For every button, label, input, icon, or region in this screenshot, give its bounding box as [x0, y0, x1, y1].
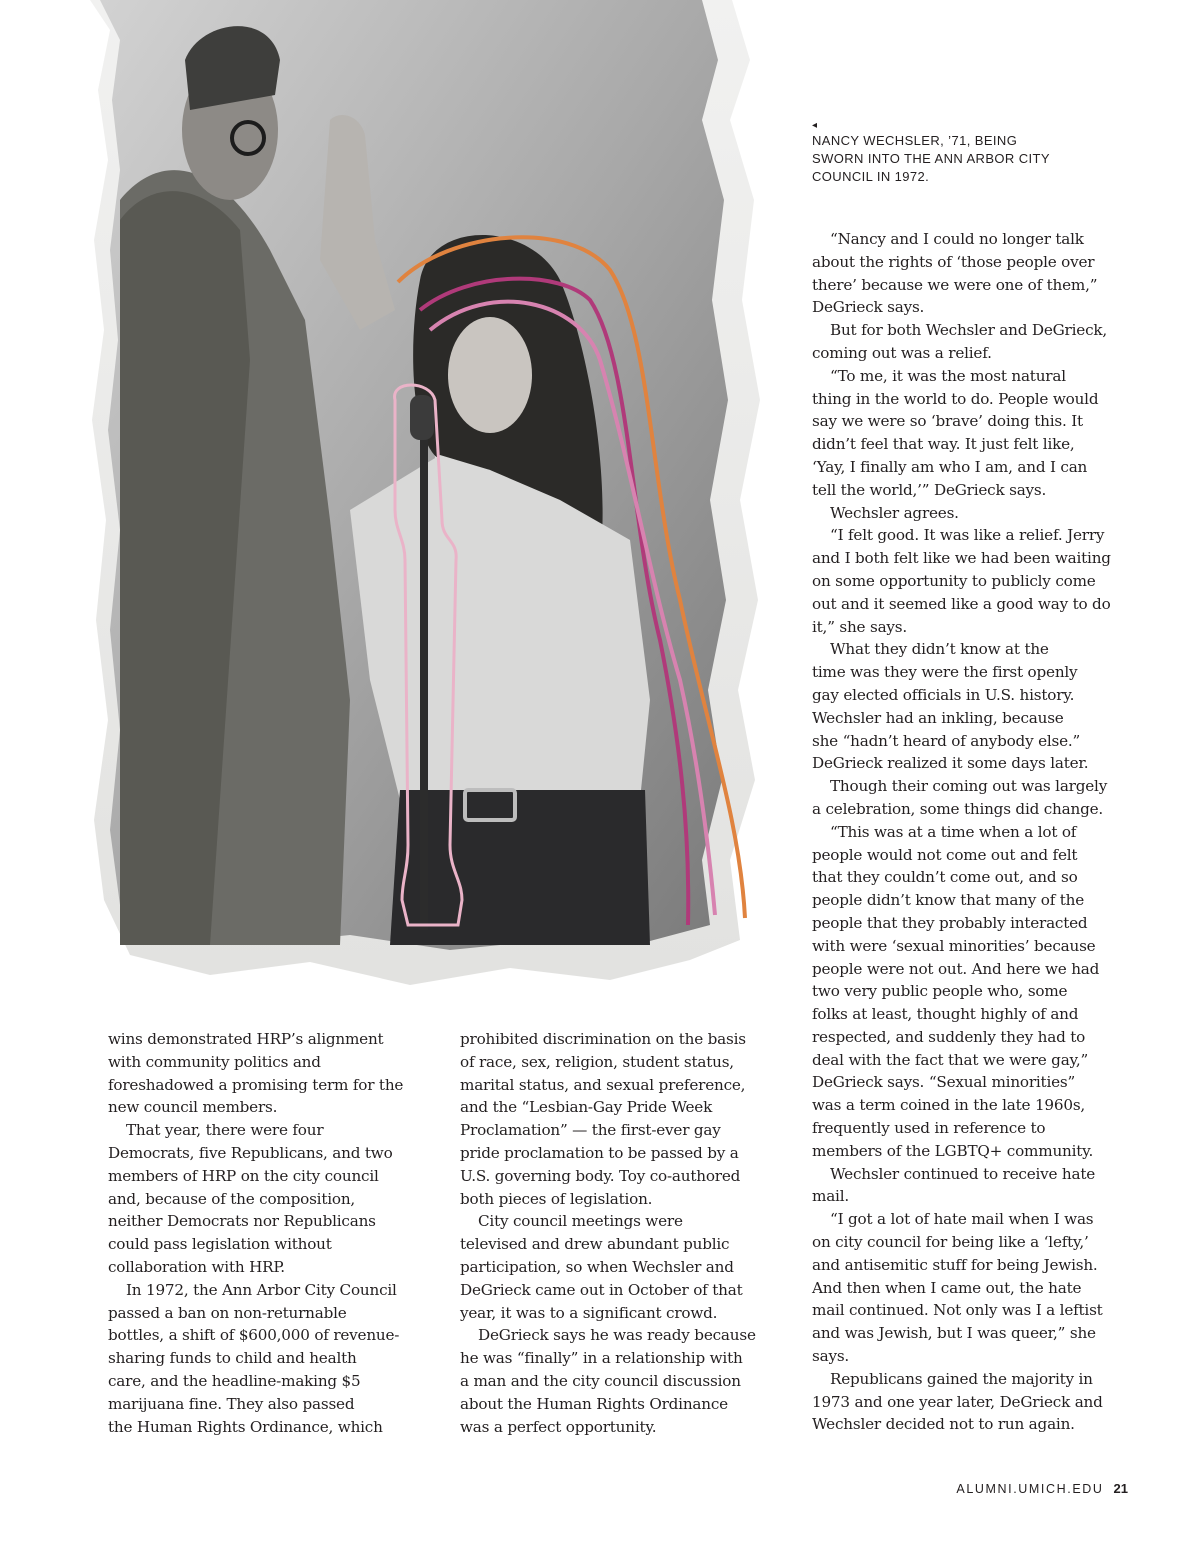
text-line: tell the world,’” DeGrieck says.	[812, 480, 1047, 499]
paragraph	[812, 1208, 1132, 1368]
caption-line: SWORN INTO THE ANN ARBOR CITY	[812, 151, 1050, 166]
article-column-2	[460, 1028, 780, 1438]
text-line: Wechsler had an inkling, because	[812, 708, 1064, 727]
caption-line: COUNCIL IN 1972.	[812, 169, 930, 184]
text-line: out and it seemed like a good way to do	[812, 594, 1111, 613]
text-line: DeGrieck came out in October of that	[460, 1280, 743, 1299]
text-line: was a perfect opportunity.	[460, 1417, 657, 1436]
text-line: foreshadowed a promising term for the	[108, 1075, 404, 1094]
text-line: Wechsler decided not to run again.	[812, 1415, 1075, 1434]
paragraph	[108, 1028, 428, 1119]
text-line: DeGrieck says.	[812, 298, 925, 317]
text-line: didn’t feel that way. It just felt like,	[812, 435, 1075, 454]
paragraph	[812, 524, 1132, 638]
text-line: both pieces of legislation.	[460, 1189, 653, 1208]
caption-arrow-icon: ◂	[812, 120, 818, 131]
text-line: sharing funds to child and health	[108, 1349, 357, 1368]
text-line: people that they probably interacted	[812, 913, 1088, 932]
text-line: wins demonstrated HRP’s alignment	[108, 1030, 384, 1048]
text-line: DeGrieck says. “Sexual minorities”	[812, 1073, 1076, 1092]
text-line: a man and the city council discussion	[460, 1371, 741, 1390]
article-column-3	[812, 228, 1132, 1436]
text-line: pride proclamation to be passed by a	[460, 1143, 739, 1162]
text-line: and was Jewish, but I was queer,” she	[812, 1324, 1096, 1343]
text-line: new council members.	[108, 1098, 278, 1117]
photo-illustration	[90, 0, 770, 990]
text-line: “I felt good. It was like a relief. Jerry	[830, 526, 1105, 545]
paragraph	[812, 1368, 1132, 1436]
text-line: Though their coming out was largely	[830, 777, 1108, 796]
text-line: folks at least, thought highly of and	[812, 1005, 1079, 1024]
text-line: City council meetings were	[478, 1212, 683, 1231]
footer-site: ALUMNI.UMICH.EDU	[956, 1482, 1104, 1496]
text-line: And then when I came out, the hate	[812, 1278, 1082, 1297]
text-line: members of the LGBTQ+ community.	[812, 1141, 1094, 1160]
text-line: “I got a lot of hate mail when I was	[830, 1210, 1094, 1229]
paragraph	[812, 228, 1132, 319]
page-number: 21	[1113, 1481, 1128, 1496]
text-line: could pass legislation without	[108, 1235, 332, 1254]
text-line: ‘Yay, I finally am who I am, and I can	[812, 457, 1088, 476]
text-line: passed a ban on non-returnable	[108, 1303, 347, 1322]
text-line: he was “finally” in a relationship with	[460, 1349, 743, 1368]
text-line: televised and drew abundant public	[460, 1235, 730, 1254]
text-line: people didn’t know that many of the	[812, 891, 1085, 910]
text-line: collaboration with HRP.	[108, 1257, 285, 1276]
text-line: and, because of the composition,	[108, 1189, 356, 1208]
text-line: marijuana fine. They also passed	[108, 1394, 355, 1413]
paragraph	[108, 1279, 428, 1439]
paragraph	[460, 1210, 780, 1324]
text-line: with community politics and	[108, 1052, 321, 1071]
text-line: Democrats, five Republicans, and two	[108, 1143, 393, 1162]
text-line: respected, and suddenly they had to	[812, 1027, 1086, 1046]
text-line: on some opportunity to publicly come	[812, 571, 1096, 590]
text-line: time was they were the first openly	[812, 663, 1078, 682]
text-line: members of HRP on the city council	[108, 1166, 379, 1185]
text-line: two very public people who, some	[812, 982, 1068, 1001]
text-line: Republicans gained the majority in	[830, 1369, 1093, 1388]
text-line: What they didn’t know at the	[830, 640, 1049, 659]
text-line: people were not out. And here we had	[812, 959, 1100, 978]
text-line: prohibited discrimination on the basis	[460, 1030, 746, 1048]
text-line: Wechsler agrees.	[830, 503, 959, 522]
text-line: In 1972, the Ann Arbor City Council	[126, 1280, 397, 1299]
text-line: Wechsler continued to receive hate	[830, 1164, 1096, 1183]
text-line: deal with the fact that we were gay,”	[812, 1050, 1089, 1069]
text-line: on city council for being like a ‘lefty,’	[812, 1233, 1089, 1252]
paragraph	[460, 1028, 780, 1210]
text-line: mail.	[812, 1187, 849, 1206]
paragraph	[812, 775, 1132, 821]
text-line: marital status, and sexual preference,	[460, 1075, 746, 1094]
text-line: “To me, it was the most natural	[830, 366, 1066, 385]
text-line: U.S. governing body. Toy co-authored	[460, 1166, 741, 1185]
text-line: says.	[812, 1347, 850, 1366]
photo-swearing-in	[90, 0, 770, 990]
paragraph	[812, 502, 1132, 525]
paragraph	[812, 1163, 1132, 1209]
article-column-1	[108, 1028, 428, 1438]
text-line: it,” she says.	[812, 617, 908, 636]
paragraph	[108, 1119, 428, 1279]
paragraph	[812, 319, 1132, 365]
text-line: with were ‘sexual minorities’ because	[812, 936, 1096, 955]
text-line: “This was at a time when a lot of	[830, 822, 1077, 841]
text-line: neither Democrats nor Republicans	[108, 1212, 376, 1231]
text-line: thing in the world to do. People would	[812, 389, 1099, 408]
text-line: bottles, a shift of $600,000 of revenue-	[108, 1326, 400, 1345]
text-line: coming out was a relief.	[812, 343, 992, 362]
text-line: and antisemitic stuff for being Jewish.	[812, 1255, 1098, 1274]
text-line: and I both felt like we had been waiting	[812, 549, 1111, 568]
text-line: year, it was to a significant crowd.	[460, 1303, 718, 1322]
text-line: mail continued. Not only was I a leftist	[812, 1301, 1103, 1320]
text-line: DeGrieck realized it some days later.	[812, 754, 1089, 773]
text-line: there’ because we were one of them,”	[812, 275, 1098, 294]
text-line: and the “Lesbian-Gay Pride Week	[460, 1098, 713, 1117]
text-line: people would not come out and felt	[812, 845, 1078, 864]
paragraph	[460, 1324, 780, 1438]
text-line: 1973 and one year later, DeGrieck and	[812, 1392, 1103, 1411]
text-line: about the rights of ‘those people over	[812, 252, 1095, 271]
text-line: of race, sex, religion, student status,	[460, 1052, 734, 1071]
caption-line: NANCY WECHSLER, ’71, BEING	[812, 133, 1018, 148]
text-line: that they couldn’t come out, and so	[812, 868, 1078, 887]
text-line: gay elected officials in U.S. history.	[812, 685, 1075, 704]
text-line: participation, so when Wechsler and	[460, 1257, 734, 1276]
text-line: frequently used in reference to	[812, 1119, 1046, 1138]
text-line: care, and the headline-making $5	[108, 1371, 361, 1390]
paragraph	[812, 638, 1132, 775]
text-line: the Human Rights Ordinance, which	[108, 1417, 383, 1436]
paragraph	[812, 365, 1132, 502]
text-line: “Nancy and I could no longer talk	[830, 230, 1084, 248]
text-line: she “hadn’t heard of anybody else.”	[812, 731, 1081, 750]
text-line: about the Human Rights Ordinance	[460, 1394, 728, 1413]
text-line: Proclamation” — the first-ever gay	[460, 1121, 721, 1140]
text-line: But for both Wechsler and DeGrieck,	[830, 321, 1108, 340]
text-line: say we were so ‘brave’ doing this. It	[812, 412, 1083, 431]
text-line: was a term coined in the late 1960s,	[812, 1096, 1086, 1115]
photo-caption	[812, 120, 1142, 186]
microphone-stand	[420, 430, 428, 930]
text-line: DeGrieck says he was ready because	[478, 1326, 756, 1345]
text-line: That year, there were four	[126, 1121, 324, 1140]
text-line: a celebration, some things did change.	[812, 799, 1104, 818]
paragraph	[812, 821, 1132, 1163]
page-footer	[956, 1481, 1128, 1496]
